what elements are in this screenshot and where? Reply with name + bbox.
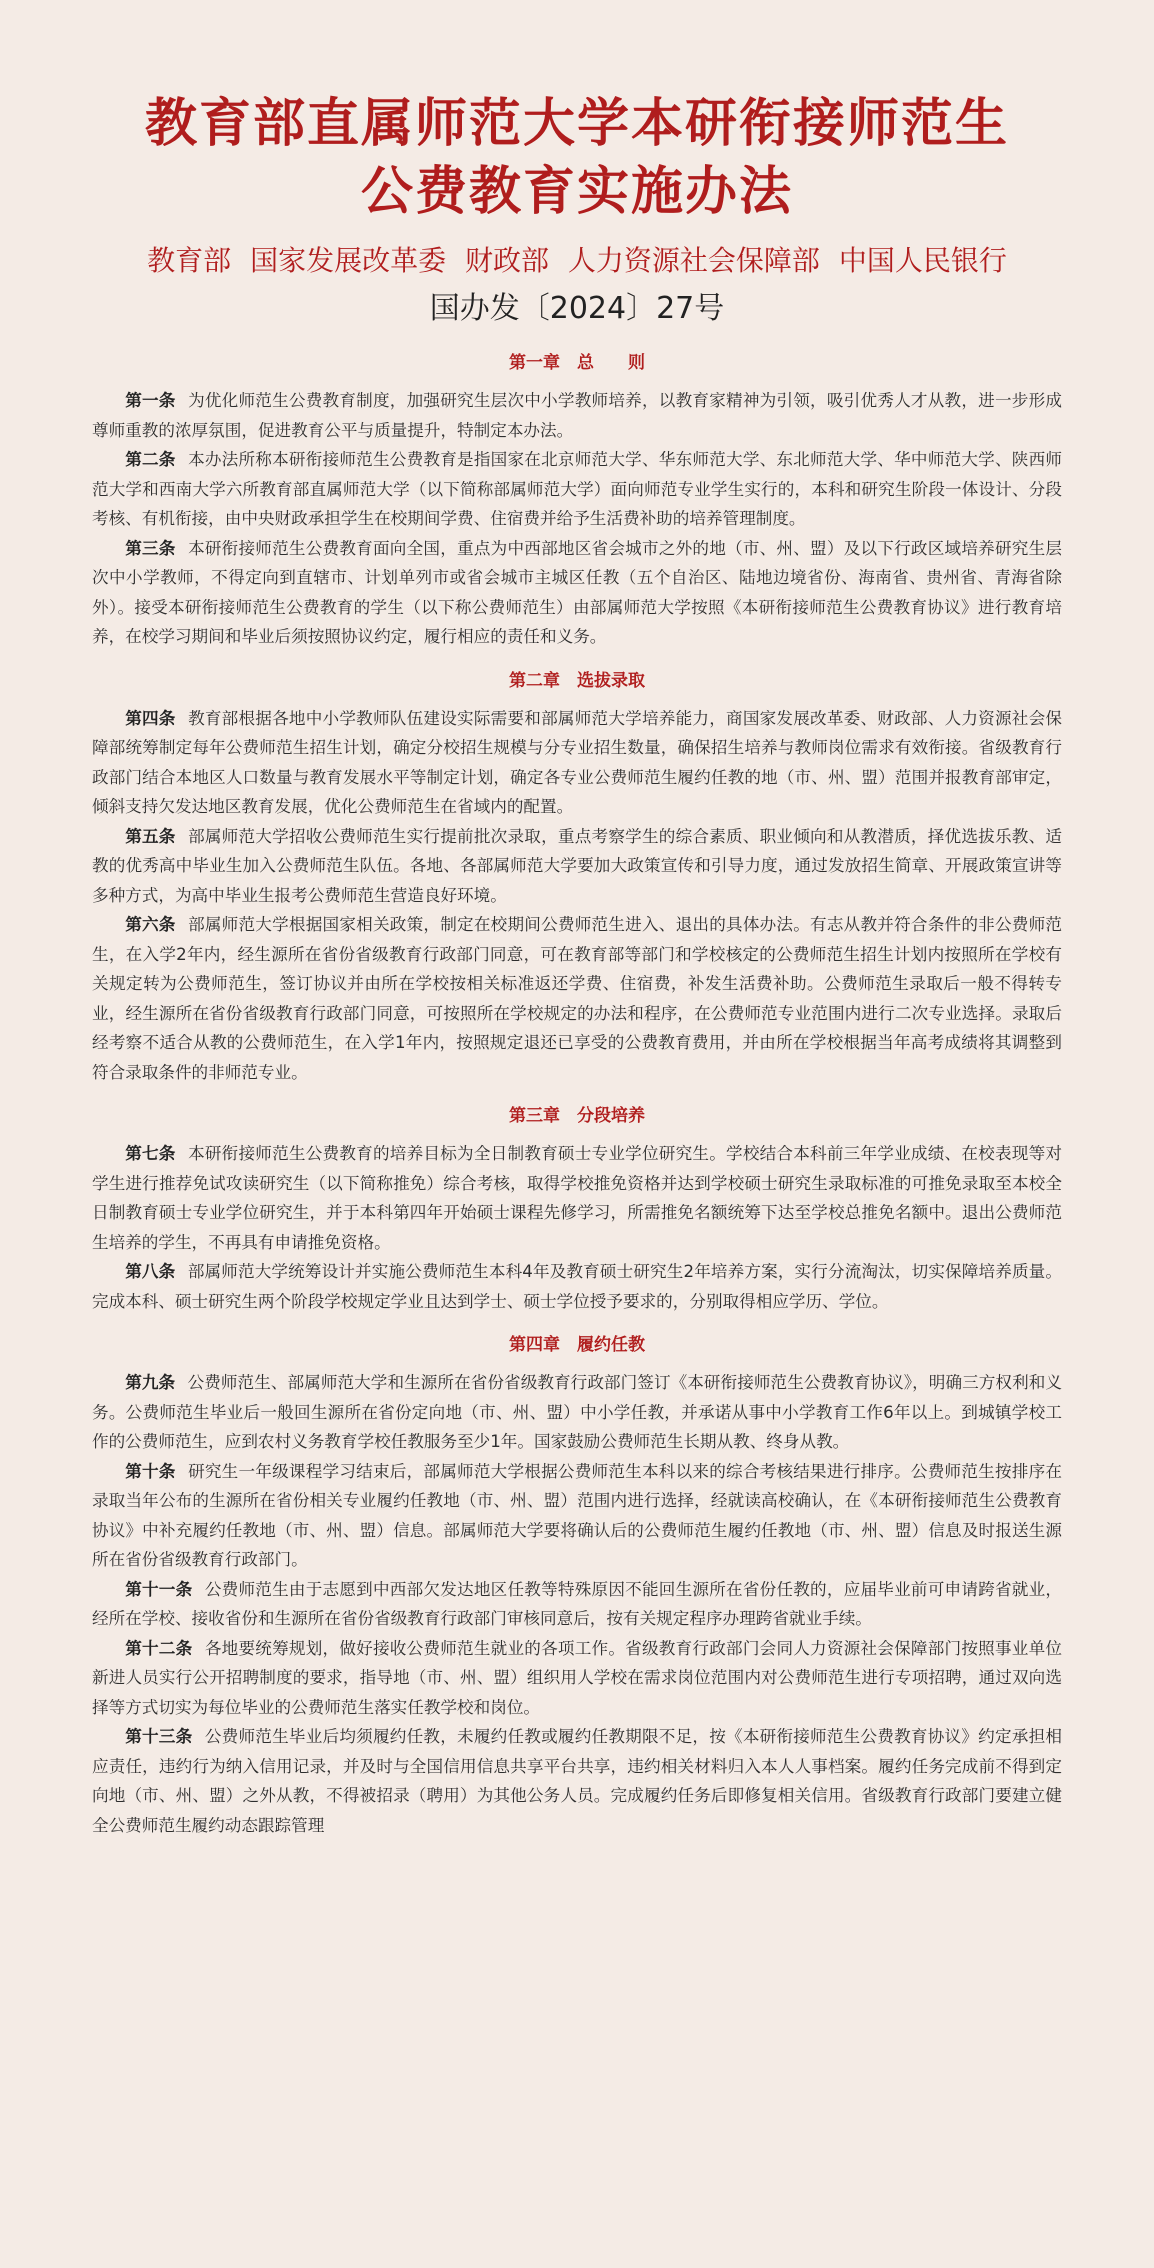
article-label: 第八条 — [125, 1262, 176, 1281]
article — [92, 1457, 1062, 1575]
article-label: 第六条 — [125, 915, 176, 934]
chapter-heading: 第二章 选拔录取 — [509, 670, 645, 691]
issuer: 财政部 — [464, 244, 549, 277]
article-text: 公费师范生毕业后均须履约任教，未履约任教或履约任教期限不足，按《本研衔接师范生公费教育协议》约定承担相应责任，违约行为纳入信用记录，并及时与全国信用信息共享平台共享，违约相关材料归入本人人事档案。履约任务完成前不得到定向地（市、州、盟）之外从教，不得被招录（聘用）为其他公务人员。完成履约任务后即修复相关信用。省级教育行政部门要建立健全公费师范生履约动态跟踪管理 — [92, 1727, 1063, 1835]
article-label: 第一条 — [125, 391, 176, 410]
issuer: 中国人民银行 — [838, 244, 1007, 277]
article — [92, 1722, 1062, 1840]
article-text: 教育部根据各地中小学教师队伍建设实际需要和部属师范大学培养能力，商国家发展改革委、财政部、人力资源社会保障部统筹制定每年公费师范生招生计划，确定分校招生规模与分专业招生数量，确保招生培养与教师岗位需求有效衔接。省级教育行政部门结合本地区人口数量与教育发展水平等制定计划，确定各专业公费师范生履约任教的地（市、州、盟）范围并报教育部审定，倾斜支持欠发达地区教育发展，优化公费师范生在省域内的配置。 — [92, 708, 1063, 816]
article-label: 第四条 — [125, 708, 176, 728]
article — [92, 1634, 1062, 1723]
article-text: 各地要统筹规划，做好接收公费师范生就业的各项工作。省级教育行政部门会同人力资源社会保障部门按照事业单位新进人员实行公开招聘制度的要求，指导地（市、州、盟）组织用人学校在需求岗位范围内对公费师范生进行专项招聘，通过双向选择等方式切实为每位毕业的公费师范生落实任教学校和岗位。 — [92, 1638, 1063, 1717]
article-label: 第二条 — [125, 450, 176, 469]
article-label: 第十三条 — [125, 1727, 193, 1746]
article — [92, 704, 1062, 822]
article — [92, 1575, 1062, 1634]
document-title — [92, 0, 1062, 226]
issuing-agencies — [92, 238, 1062, 284]
article — [92, 1368, 1062, 1457]
article-text: 研究生一年级课程学习结束后，部属师范大学根据公费师范生本科以来的综合考核结果进行排序。公费师范生按排序在录取当年公布的生源所在省份相关专业履约任教地（市、州、盟）范围内进行选择，经就读高校确认，在《本研衔接师范生公费教育协议》中补充履约任教地（市、州、盟）信息。部属师范大学要将确认后的公费师范生履约任教地（市、州、盟）信息及时报送生源所在省份省级教育行政部门。 — [92, 1461, 1063, 1569]
chapter-heading: 第四章 履约任教 — [509, 1335, 645, 1355]
article — [92, 1257, 1062, 1316]
article — [92, 910, 1062, 1087]
article-text: 本研衔接师范生公费教育的培养目标为全日制教育硕士专业学位研究生。学校结合本科前三年学业成绩、在校表现等对学生进行推荐免试攻读研究生（以下简称推免）综合考核，取得学校推免资格并达到学校硕士研究生录取标准的可推免录取至本校全日制教育硕士专业学位研究生，并于本科第四年开始硕士课程先修学习，所需推免名额统筹下达至学校总推免名额中。退出公费师范生培养的学生，不再具有申请推免资格。 — [92, 1144, 1063, 1252]
article-text: 部属师范大学招收公费师范生实行提前批次录取，重点考察学生的综合素质、职业倾向和从教潜质，择优选拔乐教、适教的优秀高中毕业生加入公费师范生队伍。各地、各部属师范大学要加大政策宣传和引导力度，通过发放招生简章、开展政策宣讲等多种方式，为高中毕业生报考公费师范生营造良好环境。 — [92, 826, 1063, 905]
article-label: 第七条 — [125, 1144, 176, 1163]
chapter-heading: 第三章 分段培养 — [509, 1106, 645, 1126]
article-label: 第三条 — [125, 538, 176, 558]
article-label: 第十一条 — [125, 1579, 193, 1599]
article-text: 本办法所称本研衔接师范生公费教育是指国家在北京师范大学、华东师范大学、东北师范大学、华中师范大学、陕西师范大学和西南大学六所教育部直属师范大学（以下简称部属师范大学）面向师范专业学生实行的，本科和研究生阶段一体设计、分段考核、有机衔接，由中央财政承担学生在校期间学费、住宿费并给予生活费补助的培养管理制度。 — [92, 450, 1063, 528]
article-label: 第十条 — [125, 1461, 176, 1481]
article — [92, 386, 1062, 445]
article — [92, 534, 1062, 652]
article-text: 为优化师范生公费教育制度，加强研究生层次中小学教师培养，以教育家精神为引领，吸引优秀人才从教，进一步形成尊师重教的浓厚氛围，促进教育公平与质量提升，特制定本办法。 — [92, 391, 1063, 440]
article-label: 第十二条 — [125, 1638, 193, 1658]
title-line-2: 公费教育实施办法 — [360, 162, 793, 222]
article-text: 公费师范生、部属师范大学和生源所在省份省级教育行政部门签订《本研衔接师范生公费教育协议》，明确三方权利和义务。公费师范生毕业后一般回生源所在省份定向地（市、州、盟）中小学任教，并承诺从事中小学教育工作6年以上。到城镇学校工作的公费师范生，应到农村义务教育学校任教服务至少1年。国家鼓励公费师范生长期从教、终身从教。 — [92, 1373, 1062, 1451]
article — [92, 1139, 1062, 1257]
article-label: 第九条 — [125, 1373, 176, 1392]
article-text: 部属师范大学统筹设计并实施公费师范生本科4年及教育硕士研究生2年培养方案，实行分流淘汰，切实保障培养质量。完成本科、硕士研究生两个阶段学校规定学业且达到学士、硕士学位授予要求的，分别取得相应学历、学位。 — [92, 1262, 1063, 1311]
issuer: 教育部 — [147, 244, 232, 277]
article — [92, 822, 1062, 911]
article-label: 第五条 — [125, 826, 176, 846]
article-text: 本研衔接师范生公费教育面向全国，重点为中西部地区省会城市之外的地（市、州、盟）及以下行政区域培养研究生层次中小学教师，不得定向到直辖市、计划单列市或省会城市主城区任教（五个自治区、陆地边境省份、海南省、贵州省、青海省除外）。接受本研衔接师范生公费教育的学生（以下称公费师范生）由部属师范大学按照《本研衔接师范生公费教育协议》进行教育培养，在校学习期间和毕业后须按照协议约定，履行相应的责任和义务。 — [92, 538, 1063, 646]
title-line-1: 教育部直属师范大学本研衔接师范生 — [144, 94, 1009, 154]
issuer: 国家发展改革委 — [250, 244, 447, 277]
article — [92, 445, 1062, 534]
article-text: 公费师范生由于志愿到中西部欠发达地区任教等特殊原因不能回生源所在省份任教的，应届毕业前可申请跨省就业，经所在学校、接收省份和生源所在省份省级教育行政部门审核同意后，按有关规定程序办理跨省就业手续。 — [92, 1579, 1063, 1628]
chapter-heading: 第一章 总 则 — [509, 353, 645, 373]
issuer: 人力资源社会保障部 — [567, 244, 820, 277]
document-number: 国办发〔2024〕27号 — [429, 291, 725, 326]
article-text: 部属师范大学根据国家相关政策，制定在校期间公费师范生进入、退出的具体办法。有志从教并符合条件的非公费师范生，在入学2年内，经生源所在省份省级教育行政部门同意，可在教育部等部门和学校核定的公费师范生招生计划内按照所在学校有关规定转为公费师范生，签订协议并由所在学校按相关标准返还学费、住宿费，补发生活费补助。公费师范生录取后一般不得转专业，经生源所在省份省级教育行政部门同意，可按照所在学校规定的办法和程序，在公费师范专业范围内进行二次专业选择。录取后经考察不适合从教的公费师范生，在入学1年内，按照规定退还已享受的公费教育费用，并由所在学校根据当年高考成绩将其调整到符合录取条件的非师范专业。 — [92, 915, 1063, 1082]
